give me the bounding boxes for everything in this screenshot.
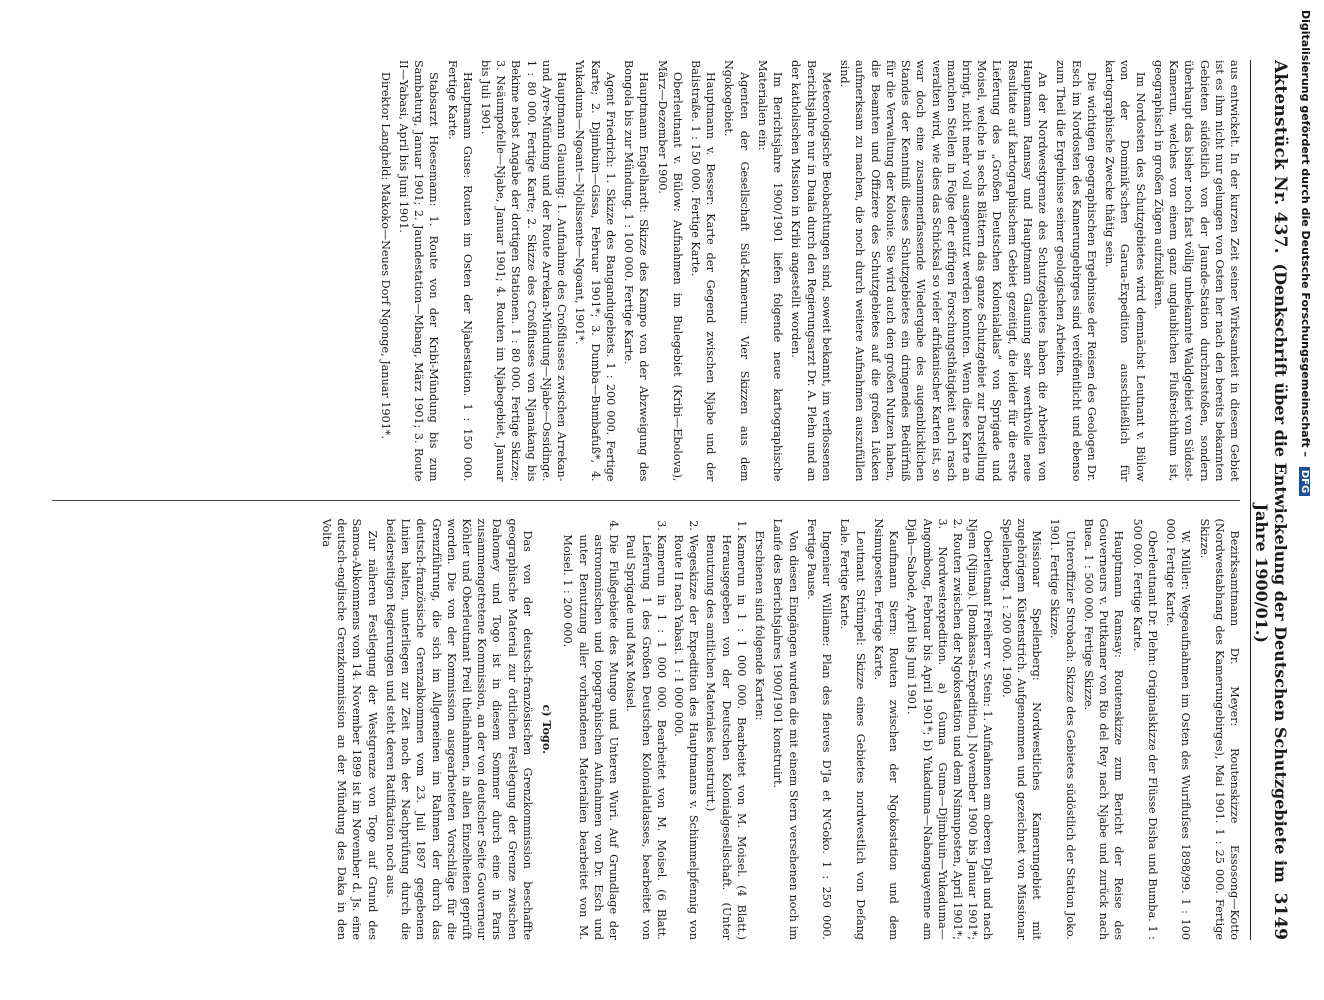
header-document-number: Aktenstück Nr. 437.	[1270, 60, 1290, 254]
paragraph: Ingenieur Williame: Plan des fleuves D'Ja et N'Goko. 1 : 250 000. Fertige Pause.	[804, 518, 834, 940]
page-header	[1250, 60, 1290, 940]
digitization-credit	[1299, 10, 1312, 496]
column-right	[52, 519, 1242, 941]
paragraph: Zur näheren Festlegung der Westgrenze von Togo auf Grund des Samoa-Abkommens vom 14. November 1899 ist im November d. Js. eine deutsch-englische Grenzkommission an der Mündung des Daka in den Volta	[319, 518, 379, 940]
paragraph: Im Berichtsjahre 1900/1901 liefen folgende neue kartographische Materialien ein:	[755, 60, 785, 482]
paragraph: Oberleutnant Freiherr v. Stein: 1. Aufnahmen am oberen Djah und nach Njem (Njima). [Bomkassa-Expedition.] November 1900 bis Januar 1901*; 2. Routen zwischen der Ngokostation und dem Nsimuposten, April 1901*; 3. Nordwestexpedition. a) Guma Guma—Djimbuin—Yukaduma—Angombong, Februar bis April 1901*; b) Yukaduma—Nabanguayenne am Djah—Sabode, April bis Juni 1901.	[905, 518, 995, 940]
paragraph: An der Nordwestgrenze des Schutzgebietes haben die Arbeiten von Hauptmann Ramsay und Hauptmann Glauning sehr werthvolle neue Resultate auf kartographischem Gebiet gezeitigt, die leider für die erste Lieferung des „Großen Deutschen Kolonialatlas“ von Sprigade und Moisel, welche in sechs Blättern das ganze Schutzgebiet zur Darstellung bringt, nicht mehr voll ausgenutzt werden konnten. Wenn diese Karte an manchen Stellen in Folge der eifrigen Forschungsthätigkeit auch rasch veralten wird, wie dies das Schicksal so vieler afrikanischer Karten ist, so war doch eine zusammenfassende Wiedergabe des augenblicklichen Standes der Kenntniß dieses Schutzgebietes ein dringendes Bedürfniß für die Verwaltung der Kolonie. Sie wird auch den großen Nutzen haben, die Beamten und Offiziere des Schutzgebietes auf die großen Lücken aufmerksam zu machen, die noch durch weitere Aufnahmen auszufüllen sind.	[838, 60, 1050, 482]
paragraph: Das von der deutsch-französischen Grenzkommission beschaffte geographische Material zur örtlichen Festlegung der Grenze zwischen Dahomey und Togo ist in diesem Sommer durch eine in Paris zusammengetretene Kommission, an der von deutscher Seite Gouverneur Köhler und Oberleutnant Preil theilnahmen, in allen Einzelheiten geprüft worden. Die von der Kommission ausgearbeiteten Vorschläge für die Grenzführung, die sich im Allgemeinen im Rahmen der durch das deutsch-französische Grenzabkommen vom 23. Juli 1897 gegebenen Linien halten, unterliegen zur Zeit noch der Nachprüfung durch die beiderseitigen Regierungen und steht deren Ratifikation noch aus.	[383, 518, 534, 940]
paragraph: Stabsarzt Hoesemann: 1. Route von der Kribi-Mündung bis zum Sambaturg, Januar 1901; 2. Jaundestation—Mbang, März 1901; 3. Route II—Yabasi, April bis Juni 1901.	[396, 60, 441, 482]
document-page	[50, 60, 1290, 940]
list-item: 2. Wegeskizze der Expedition des Hauptmanns v. Schimmelpfennig von Route II nach Yabasi. 1 : 1 000 000.	[671, 535, 701, 941]
paragraph: Hauptmann Glauning: 1. Aufnahme des Croßflusses zwischen Arrekan- und Ayre-Mündung und der Route Arrekan-Mündung—Njabe—Ossidinge. 1 : 80 000. Fertige Karte; 2. Skizze des Croßflusses von Njanakang bis Bekime nebst Angabe der dortigen Stationen. 1 : 80 000. Fertige Skizze; 3. Nsäumpofelle—Njabe, Januar 1901; 4. Routen im Njabegebiet, Januar bis Juli 1901.	[478, 60, 569, 482]
paragraph: Die wichtigen geographischen Ergebnisse der Reisen des Geologen Dr. Esch im Nordosten des Kamerungebirges sind veröffentlicht und ebenso zum Theil die Ergebnisse seiner geologischen Arbeiten.	[1054, 60, 1098, 482]
map-list	[560, 519, 749, 941]
paragraph: Von diesen Eingängen wurden die mit einem Stern versehenen noch im Laufe des Berichtsjahres 1900/1901 konstruirt.	[771, 518, 800, 940]
paragraph: Unteroffizier Strobach: Skizze des Gebietes südöstlich der Station Joko. 1901. Fertige Skizze.	[1048, 518, 1077, 940]
paragraph: Erschienen sind folgende Karten:	[753, 530, 767, 721]
paragraph: Im Nordosten des Schutzgebietes wird demnächst Leutnant v. Bülow von der Dominik'schen Garua-Expedition ausschließlich für kartographische Zwecke thätig sein.	[1103, 60, 1147, 482]
paragraph: aus entwickelt. In der kurzen Zeit seiner Wirksamkeit in diesem Gebiet ist es ihm nicht nur gelungen von Osten her nach den bereits bekannten Gebieten südöstlich von der Jaunde-Station durchzustoßen, sondern überhaupt das bisher noch fast völlig unbekannte Waldgebiet von Südost-Kamerun, welches von einem ganz unglaublichen Flußreichthum ist, geographisch in großen Zügen aufzuklären.	[1151, 60, 1241, 482]
paragraph: Hauptmann Ramsay: Routenskizze zum Bericht der Reise des Gouverneurs v. Puttkamer von Rio del Rey nach Njabe und zurück nach Buea. 1 : 500 000. Fertige Skizze.	[1081, 518, 1126, 940]
page-number: 3149	[1270, 892, 1290, 940]
list-item: 3. Kamerun in 1 : 1 000 000. Bearbeitet von M. Moisel. (6 Blatt. Lieferung 1 des Großen Deutschen Kolonialatlasses, bearbeitet von Paul Sprigade und Max Moisel.	[623, 535, 669, 941]
paragraph: Oberleutnant v. Bülow: Aufnahmen im Bulegebiet (Kribi—Ebolova), März—Dezember 1900.	[655, 60, 684, 482]
paragraph: Direktor Langheld: Makoko—Neues Dorf Ngonge, Januar 1901*.	[378, 72, 392, 439]
paragraph: Hauptmann Guse: Routen im Osten der Njabestation. 1 : 150 000. Fertige Karte.	[445, 60, 474, 482]
section-heading: c) Togo.	[540, 704, 555, 754]
paragraph: Agenten der Gesellschaft Süd-Kamerun: Vier Skizzen aus dem Ngokogebiet.	[722, 60, 751, 482]
header-title: (Denkschrift über die Entwickelung der Deutschen Schutzgebiete im Jahre 1900/01.)	[1252, 263, 1290, 883]
paragraph: Kaufmann Stern: Routen zwischen der Ngokostation und dem Nsimuposten. Fertige Karte.	[871, 518, 901, 940]
text-columns	[52, 60, 1242, 940]
paragraph: Missionar Spellenberg: Nordwestliches Kamerungebiet mit zugehörigem Küstenstrich. Aufgenommen und gezeichnet von Missionar Spellenberg. 1 : 200 000. 1900.	[999, 518, 1044, 940]
column-left	[52, 60, 1242, 482]
paragraph: Hauptmann v. Besser: Karte der Gegend zwischen Njabe und der Balistraße. 1 : 150 000. Fertige Karte.	[689, 60, 718, 482]
list-item: 1. Kamerun in 1 : 1 000 000. Bearbeitet von M. Moisel. (4 Blatt.) Herausgegeben von der Deutschen Kolonialgesellschaft. (Unter Benutzung des amtlichen Materiales konstruirt.)	[703, 535, 749, 941]
paragraph: Bezirksamtmann Dr. Meyer: Routenskizze Essosong—Kotto (Nordwestabhang des Kamerungebirges), Mai 1901. 1 : 25 000. Fertige Skizze.	[1197, 518, 1241, 940]
paragraph: Leutnant Strümpel: Skizze eines Gebietes nordwestlich von Deſang Lale. Fertige Karte.	[838, 518, 867, 940]
digitization-credit-text: Digitalisierung gefördert durch die Deutsche Forschungsgemeinschaft –	[1299, 10, 1312, 457]
column-divider	[52, 500, 1240, 501]
paragraph: Meteorologische Beobachtungen sind, soweit bekannt, im verflossenen Berichtsjahre nur in Duala durch den Regierungsarzt Dr. A. Plehn und an der katholischen Mission in Kribi angestellt worden.	[789, 60, 833, 482]
paragraph: Agent Friedrich: 1. Skizze des Bangandugebiets. 1 : 200 000. Fertige Karte; 2. Djimbuin—Gissa, Februar 1901*; 3. Dumba—Bumbafuß*, 4. Yukaduma—Ngoant—Njolissente—Ngoant, 1901*.	[573, 60, 617, 482]
paragraph: Oberleutnant Dr. Plehn: Originalskizze der Flüsse Disha und Bumba. 1 : 500 000. Fertige Karte.	[1130, 518, 1159, 940]
dfg-logo: DFG	[1299, 467, 1310, 496]
paragraph: Hauptmann Engelhardt: Skizze des Kampo von der Abzweigung des Bongola bis zur Mündung. 1 : 100 000. Fertige Karte.	[622, 60, 651, 482]
digitization-credit-strip	[1288, 0, 1324, 1000]
list-item: 4. Die Flußgebiete des Mungo und Unteren Wuri. Auf Grundlage der astronomischen und topographischen Aufnahmen von Dr. Esch und unter Benutzung aller vorhandenen Materialien bearbeitet von M. Moisel. 1 : 200 000.	[560, 535, 621, 941]
paragraph: W. Müller: Wegeaufnahmen im Osten des Wurifluſses 1898/99. 1 : 100 000. Fertige Karte.	[1164, 518, 1193, 940]
